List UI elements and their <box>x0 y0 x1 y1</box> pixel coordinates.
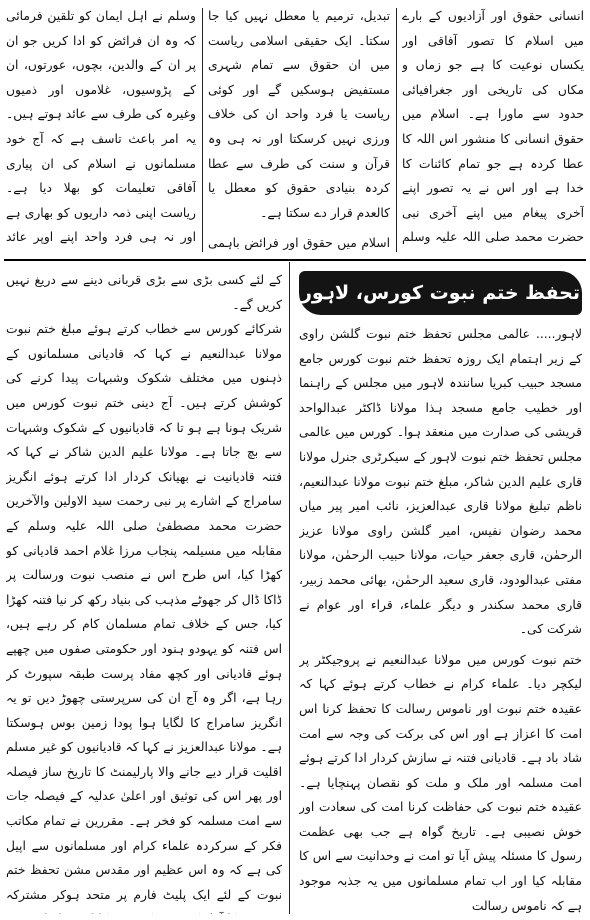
column-divider <box>289 262 290 914</box>
section-divider <box>4 259 586 261</box>
top-middle-column <box>208 4 390 252</box>
article-left-column <box>6 268 282 914</box>
paragraph: ختم نبوت کورس میں مولانا عبدالنعیم نے پروجیکٹر پر لیکچر دیا۔ علماء کرام نے خطاب کرتے ہوئے کہا کہ عقیدہ ختم نبوت اور ناموس رسالت کا تحفظ کرنا اس امت کا اعزاز ہے اور اس کی برکت کی وجہ سے امت شاد باد ہے۔ قادیانی فتنہ نے سازش کردار ادا کرتے ہوئے امت مسلمہ اور ملک و ملت کو نقصان پہنچایا ہے۔ عقیدہ ختم نبوت کی حفاظت کرنا امت کی سعادت اور خوش نصیبی ہے۔ تاریخ گواہ ہے جب بھی عظمت رسول کا مسئلہ پیش آیا تو امت نے وحدانیت سے اس کا مقابلہ کیا اور اب تمام مسلمانوں میں یہ جذبہ موجود ہے کہ ناموس رسالت <box>299 652 582 913</box>
paragraph: لاہور..... عالمی مجلس تحفظ ختم نبوت گلشن راوی کے زیر اہتمام ایک روزہ تحفظ ختم نبوت کورس جامع مسجد حبیب کبریا سانندہ لاہور میں مجلس کے راہنما اور خطیب جامع مسجد ہذا مولانا ڈاکٹر عبدالواحد قریشی کی صدارت میں منعقد ہوا۔ کورس میں عالمی مجلس تحفظ ختم نبوت لاہور کے سیکرٹری جنرل مولانا قاری علیم الدین شاکر، مبلغ ختم نبوت مولانا عبدالنعیم، ناظم تبلیغ مولانا قاری عبدالعزیز، نائب امیر پیر میاں محمد رضوان نفیس، امیر گلشن راوی مولانا عزیز الرحمٰن، قاری جعفر حیات، مولانا حبیب الرحمٰن، مولانا مفتی عبدالودود، قاری سعید الرحمٰن، بھائی محمد زبیر، قاری محمد سکندر و دیگر علماء، قراء اور عوام نے شرکت کی۔ <box>299 327 582 637</box>
paragraph: انسانی حقوق اور آزادیوں کے بارے میں اسلام کا تصور آفاقی اور یکساں نوعیت کا ہے جو زماں و مکاں کی تاریخی اور جغرافیائی حدود سے ماورا ہے۔ اسلام میں حقوق انسانی کا منشور اس اللہ کا عطا کردہ ہے جو تمام کائنات کا خدا ہے اور اس نے یہ تصور اپنے آخری پیغام میں اپنے آخری نبی حضرت محمد صلی اللہ علیہ وسلم <box>402 9 584 245</box>
paragraph: شرکائے کورس سے خطاب کرتے ہوئے مبلغ ختم نبوت مولانا عبدالنعیم نے کہا کہ قادیانی مسلمانوں کے ذہنوں میں مختلف شکوک وشبہات پیدا کرنے کی کوشش کرتے ہیں۔ آج دینی ختم نبوت کورس میں شریک ہونا ہے ہو تا کہ قادیانیوں کے شکوک وشبہات سے بچ جاتا ہے۔ مولانا علیم الدین شاکر نے کہا کہ فتنہ قادیانیت نے بھیانک کردار ادا کرتے ہوئے انگریز سامراج کے اشارے پر نبی رحمت سید الاولین والآخرین حضرت محمد مصطفیٰ صلی اللہ علیہ وسلم کے مقابلہ میں مسیلمہ پنجاب مرزا غلام احمد قادیانی کو کھڑا کیا، اس طرح اس نے منصب نبوت ورسالت پر ڈاکا ڈال کر جھوٹے مذہب کی بنیاد رکھ کر نیا فتنہ کھڑا کیا، جس کے خلاف تمام مسلمان کام کر رہے ہیں، اس فتنہ کو یہودو ہنود اور حکومتی صفوں میں چھپے ہوئے قادیانی اور کچھ مفاد پرست طبقہ سپورٹ کر رہا ہے، اگر وہ آج ان کی سرپرستی چھوڑ دیں تو یہ انگریز سامراج کا لگایا ہوا پودا زمین بوس ہوسکتا ہے۔ مولانا عبدالعزیز نے کہا کہ قادیانیوں کو غیر مسلم اقلیت قرار دیے جانے والا پارلیمنٹ کا تاریخ ساز فیصلہ اور پھر اس کی توثیق اور اعلیٰ عدلیہ کے فیصلہ جات سے امت مسلمہ کو فخر ہے۔ مقررین نے تمام مکاتب فکر کے سرکردہ علماء کرام اور مسلمانوں سے اپیل کی ہے کہ وہ اس عظیم اور مقدس مشن تحفظ ختم نبوت کے لئے ایک پلیٹ فارم پر متحد ہوکر مشترکہ <box>6 322 282 902</box>
article-headline: تحفظ ختم نبوت کورس، لاہور <box>300 282 581 304</box>
paragraph: کے لئے کسی بڑی سے بڑی قربانی دینے سے دریغ نہیں کریں گے۔ <box>6 273 282 312</box>
paragraph: اسلام میں حقوق اور فرائض باہمی <box>208 236 390 251</box>
top-left-column <box>6 4 196 252</box>
top-right-column <box>402 4 584 252</box>
article-headline-banner <box>299 271 582 315</box>
column-divider <box>202 8 203 252</box>
paragraph: وسلم نے اہل ایمان کو تلقین فرمائی کہ وہ ان فرائض کو ادا کریں جو ان پر ان کے والدین، بچوں، عورتوں، ان کے پڑوسیوں، غلاموں اور ذمیوں وغیرہ کی طرف سے عائد ہوتے ہیں۔ یہ امر باعث تاسف ہے کہ آج خود مسلمانوں نے اسلام کی ان پیاری آفاقی تعلیمات کو بھلا دیا ہے۔ ریاست اپنی ذمہ داریوں کو بھاری ہے اور نہ ہی فرد واحد اپنے اوپر عائد <box>6 9 196 245</box>
paragraph: تبدیل، ترمیم یا معطل نہیں کیا جا سکتا۔ ایک حقیقی اسلامی ریاست میں ان حقوق سے تمام شہری مستفیض ہوسکیں گے اور کوئی ریاست یا فرد واحد ان کی خلاف ورزی نہیں کرسکتا اور نہ ہی وہ قرآن و سنت کی طرف سے عطا کردہ بنیادی حقوق کو معطل یا کالعدم قرار دے سکتا ہے۔ <box>208 9 390 220</box>
column-divider <box>396 8 397 252</box>
article-right-column <box>299 322 582 914</box>
